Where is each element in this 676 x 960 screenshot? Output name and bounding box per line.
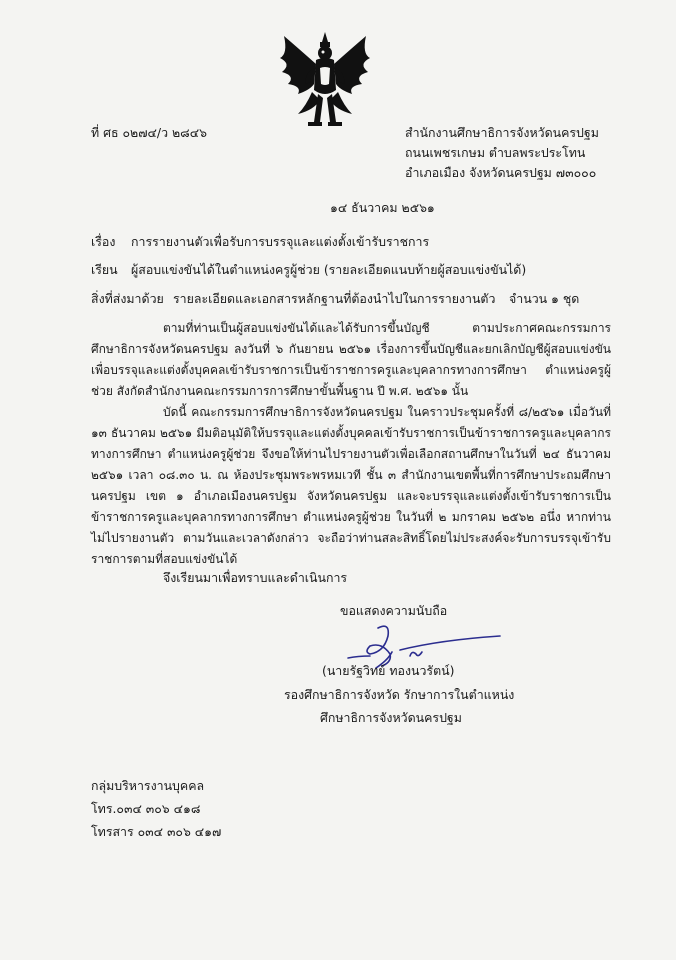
sender-address-line-3: อำเภอเมือง จังหวัดนครปฐม ๗๓๐๐๐ (405, 165, 597, 180)
subject-label: เรื่อง (91, 234, 116, 249)
body-paragraph-1: ตามที่ท่านเป็นผู้สอบแข่งขันได้และได้รับการขึ้นบัญชี ตามประกาศคณะกรรมการศึกษาธิการจังหวัดนครปฐม ลงวันที่ ๖ กันยายน ๒๕๖๑ เรื่องการขึ้นบัญชีและยกเลิกบัญชีผู้สอบแข่งขันเพื่อบรรจุและแต่งตั้งบุคคลเข้ารับราชการเป็นข้าราชการครูและบุคลากรทางการศึกษา ตำแหน่งครูผู้ช่วย สังกัดสำนักงานคณะกรรมการการศึกษาขั้นพื้นฐาน ปี พ.ศ. ๒๕๖๑ นั้น (91, 321, 611, 398)
signer-name: (นายรัฐวิทย์ ทองนวรัตน์) (322, 663, 455, 678)
enclosure-quantity: จำนวน ๑ ชุด (509, 291, 580, 306)
recipient: ผู้สอบแข่งขันได้ในตำแหน่งครูผู้ช่วย (รายละเอียดแนบท้ายผู้สอบแข่งขันได้) (131, 262, 527, 277)
closing-line: จึงเรียนมาเพื่อทราบและดำเนินการ (163, 570, 348, 585)
sender-address-line-2: ถนนเพชรเกษม ตำบลพระประโทน (405, 145, 586, 160)
recipient-label: เรียน (91, 262, 118, 277)
phone-number: โทร.๐๓๔ ๓๐๖ ๔๑๘ (91, 801, 201, 816)
signer-title-line-1: รองศึกษาธิการจังหวัด รักษาการในตำแหน่ง (284, 687, 515, 702)
signer-title-line-2: ศึกษาธิการจังหวัดนครปฐม (320, 710, 462, 725)
letter-date: ๑๔ ธันวาคม ๒๕๖๑ (330, 200, 435, 215)
body-paragraph-2: บัดนี้ คณะกรรมการศึกษาธิการจังหวัดนครปฐม ในคราวประชุมครั้งที่ ๘/๒๕๖๑ เมื่อวันที่ ๑๓ ธันวาคม ๒๕๖๑ มีมติอนุมัติให้บรรจุและแต่งตั้งบุคคลเข้ารับราชการเป็นข้าราชการครูและบุคลากรทางการศึกษา ตำแหน่งครูผู้ช่วย จึงขอให้ท่านไปรายงานตัวเพื่อเลือกสถานศึกษาในวันที่ ๒๔ ธันวาคม ๒๕๖๑ เวลา ๐๘.๓๐ น. ณ ห้องประชุมพระพรหมเวที ชั้น ๓ สำนักงานเขตพื้นที่การศึกษาประถมศึกษานครปฐม เขต ๑ อำเภอเมืองนครปฐม จังหวัดนครปฐม และจะบรรจุและแต่งตั้งเข้ารับราชการเป็นข้าราชการครูและบุคลากรทางการศึกษา ตำแหน่งครูผู้ช่วย ในวันที่ ๒ มกราคม ๒๕๖๒ อนึ่ง หากท่านไม่ไปรายงานตัว ตามวันและเวลาดังกล่าว จะถือว่าท่านสละสิทธิ์โดยไม่ประสงค์จะรับการบรรจุเข้ารับราชการตามที่สอบแข่งขันได้ (91, 405, 611, 566)
enclosure-description: รายละเอียดและเอกสารหลักฐานที่ต้องนำไปในการรายงานตัว (173, 291, 496, 306)
department: กลุ่มบริหารงานบุคคล (91, 778, 205, 793)
document-number: ที่ ศธ ๐๒๗๔/ว ๒๘๔๖ (91, 125, 207, 140)
sender-address-line-1: สำนักงานศึกษาธิการจังหวัดนครปฐม (405, 125, 599, 140)
complimentary-close: ขอแสดงความนับถือ (340, 603, 448, 618)
fax-number: โทรสาร ๐๓๔ ๓๐๖ ๔๑๗ (91, 824, 222, 839)
enclosure-label: สิ่งที่ส่งมาด้วย (91, 291, 164, 306)
garuda-emblem-icon (270, 28, 380, 138)
subject: การรายงานตัวเพื่อรับการบรรจุและแต่งตั้งเข้ารับราชการ (131, 234, 430, 249)
